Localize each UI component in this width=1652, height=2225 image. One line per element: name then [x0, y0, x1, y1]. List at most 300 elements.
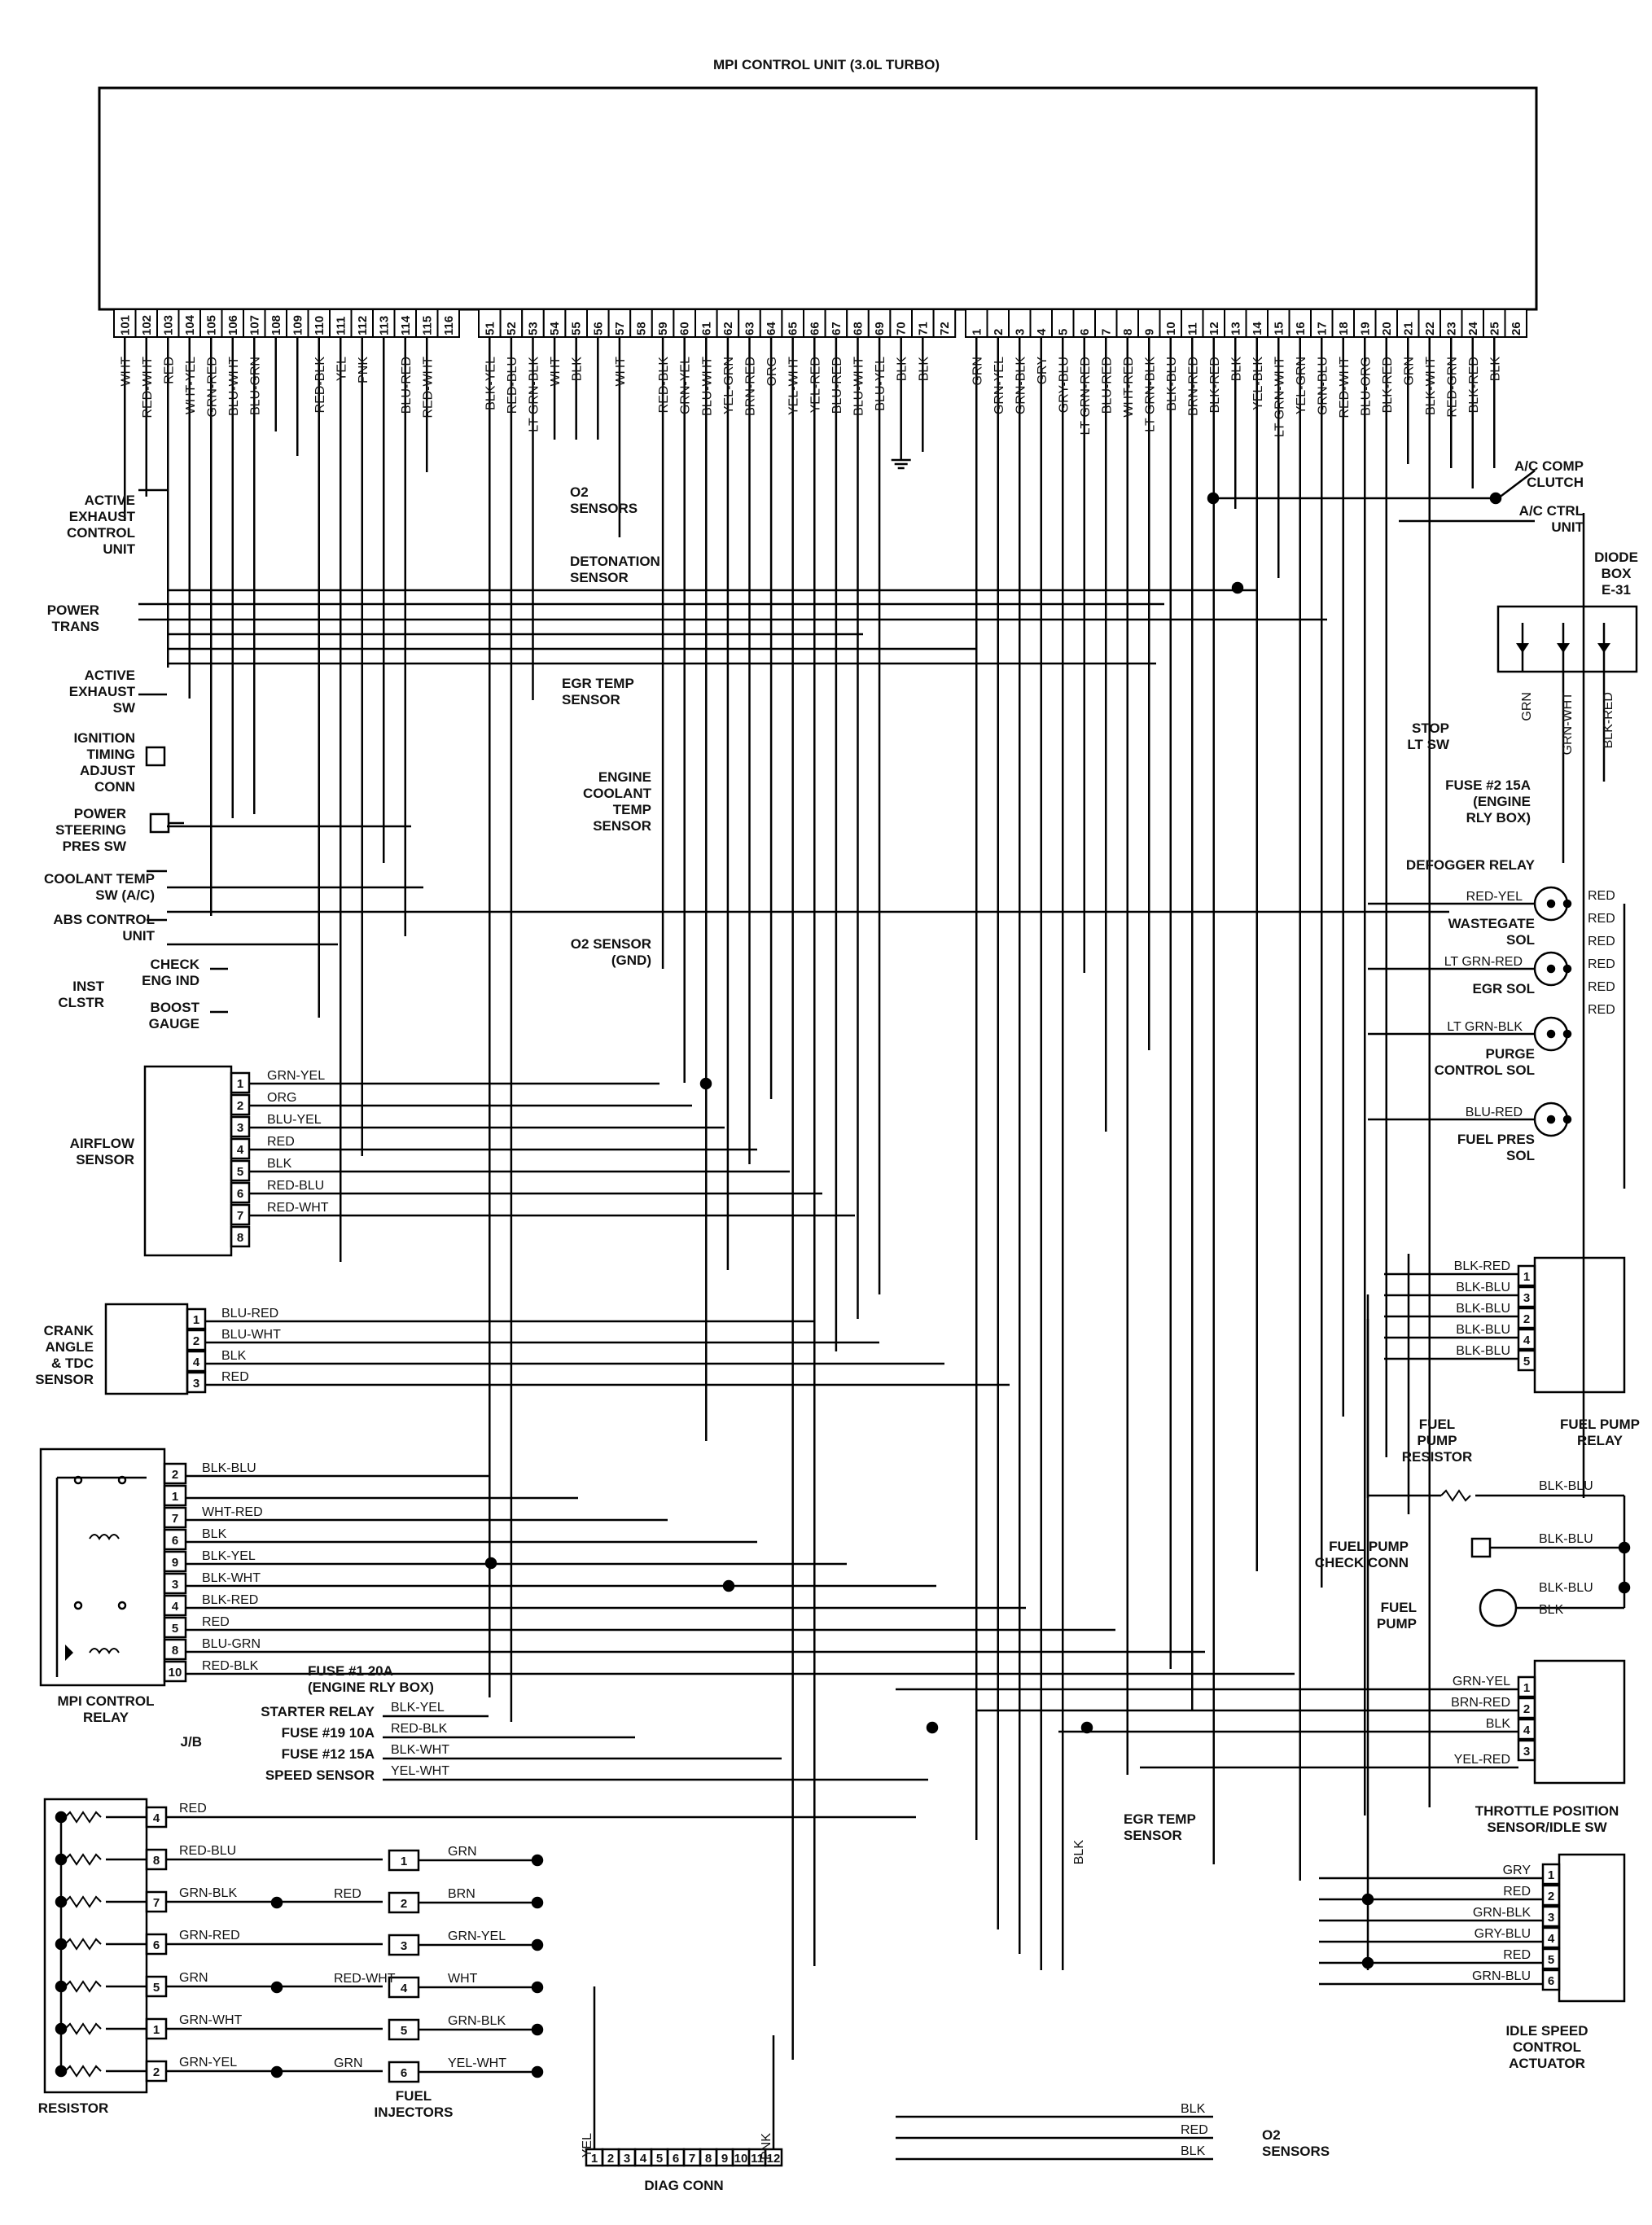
diagram-title: MPI CONTROL UNIT (3.0L TURBO) [713, 57, 940, 72]
egr-temp-sensor-top-line: SENSOR [562, 692, 620, 707]
fuse1-label-line: (ENGINE RLY BOX) [308, 1680, 434, 1695]
stop-lt-sw-line: STOP [1412, 720, 1449, 736]
ecu-pin-right-number: 24 [1466, 322, 1480, 335]
relay-pin-number: 2 [171, 1468, 179, 1482]
ecu-pin-right-number: 14 [1250, 322, 1264, 335]
diode-wire-label: BLK-RED [1602, 692, 1615, 749]
diode-box-label-line: E-31 [1602, 582, 1631, 598]
crank-pin-number: 3 [192, 1377, 200, 1391]
solenoid-terminal [1548, 900, 1554, 907]
ecu-pin-left-number: 115 [420, 315, 435, 335]
egr-temp-sensor-bottom-line: SENSOR [1124, 1828, 1182, 1843]
active-exhaust-sw-line: EXHAUST [68, 684, 135, 699]
ecu-pin-left-wire-label: RED-BLK [313, 357, 327, 414]
ecu-pin-mid-number: 64 [765, 322, 779, 335]
fpr-wire-label: BLK-BLU [1456, 1323, 1510, 1337]
diag-pin-number: 1 [590, 2152, 598, 2166]
o2-sensor-gnd-line: O2 SENSOR [570, 936, 651, 952]
ecu-pin-left-number: 106 [226, 314, 240, 335]
relay-wire-label: WHT-RED [202, 1505, 263, 1519]
resistor-wire-label: RED [179, 1802, 207, 1815]
ac-comp-clutch-line: CLUTCH [1527, 475, 1584, 490]
isc-actuator-label-line: ACTUATOR [1509, 2056, 1585, 2071]
ecu-pin-left-number: 105 [204, 314, 219, 335]
ecu-pin-right-wire-label: BLK-BLU [1164, 357, 1179, 411]
ecu-pin-left-number: 104 [182, 314, 197, 335]
injector-wire-label: WHT [448, 1972, 478, 1986]
check-eng-ind-line: ENG IND [142, 973, 199, 988]
jb-item: SPEED SENSOR [265, 1767, 375, 1783]
diag-pin-number: 10 [734, 2152, 748, 2166]
diag-pin-number: 8 [704, 2152, 712, 2166]
isc-wire-label: RED [1503, 1948, 1531, 1962]
diode-wire-label: GRN-WHT [1561, 692, 1575, 756]
ecu-pin-mid-wire-label: LT GRN-BLK [527, 357, 541, 432]
crank-pin-number: 4 [192, 1356, 200, 1369]
crank-wire-label: BLK [221, 1349, 247, 1363]
ecu-pin-mid-number: 54 [548, 322, 563, 335]
ecu-pin-mid-wire-label: BLK [570, 357, 585, 382]
coolant-temp-sw-line: COOLANT TEMP [44, 871, 155, 887]
fuel-pump-check-conn-line: FUEL PUMP [1329, 1539, 1409, 1554]
fpr-wire-label: BLK-BLU [1456, 1281, 1510, 1294]
jb-item: FUSE #12 15A [281, 1746, 375, 1762]
splice-dot [532, 2067, 542, 2077]
diode-wire-label: GRN [1520, 692, 1534, 721]
crank-angle-sensor-label-line: & TDC [51, 1356, 94, 1371]
injector-mid-label: RED-WHT [334, 1972, 396, 1986]
solenoid-terminal [1564, 1116, 1571, 1123]
ecu-pin-mid-number: 52 [504, 322, 519, 335]
ecu-pin-left-number: 114 [398, 315, 413, 335]
ecu-pin-right-wire-label: LT GRN-BLK [1143, 357, 1158, 432]
ecu-pin-left-number: 110 [312, 315, 326, 335]
active-exhaust-sw-line: ACTIVE [84, 668, 135, 683]
solenoid-terminal [1548, 966, 1554, 972]
sol-right-wire-label: RED [1588, 889, 1615, 903]
ecu-pin-right-number: 1 [970, 328, 984, 335]
abs-control-unit-line: ABS CONTROL [53, 912, 155, 927]
relay-pin-number: 7 [171, 1512, 179, 1526]
airflow-wire-label: RED-BLU [267, 1179, 325, 1193]
relay-pin-number: 3 [171, 1578, 179, 1592]
active-exhaust-sw-line: SW [112, 700, 135, 716]
resistor-wire-label: GRN-BLK [179, 1886, 238, 1900]
airflow-sensor-label-line: AIRFLOW [69, 1136, 134, 1151]
ecu-pin-left-wire-label: RED-WHT [140, 357, 155, 418]
ignition-timing-conn-line: IGNITION [73, 730, 135, 746]
relay-wire-label: RED [202, 1615, 230, 1629]
airflow-wire-label: BLK [267, 1157, 292, 1171]
ecu-pin-mid-wire-label: YEL-GRN [721, 357, 736, 415]
ecu-pin-right-number: 2 [991, 328, 1006, 335]
resistor-wire-label: GRN [179, 1971, 208, 1985]
ecu-pin-right-wire-label: YEL-BLK [1251, 357, 1265, 410]
ecu-pin-right-number: 19 [1358, 322, 1373, 335]
ecu-pin-right-wire-label: BLK [1488, 357, 1503, 382]
ecu-pin-mid-wire-label: ORG [765, 357, 780, 387]
injector-mid-label: RED [334, 1887, 362, 1901]
airflow-wire-label: BLU-YEL [267, 1113, 322, 1127]
fpr-pin-number: 3 [1523, 1291, 1531, 1305]
airflow-pin-number: 1 [236, 1077, 244, 1091]
ecu-pin-right-number: 21 [1401, 322, 1416, 335]
ecu-pin-mid-number: 55 [569, 322, 584, 335]
fuel-pump-resistor-label-line: PUMP [1417, 1433, 1457, 1448]
isc-pin-number: 5 [1547, 1953, 1555, 1967]
injector-number: 4 [400, 1982, 408, 1995]
airflow-wire-label: GRN-YEL [267, 1069, 326, 1083]
fp-wire-label: BLK-BLU [1539, 1581, 1593, 1595]
crank-pin-number: 1 [192, 1313, 200, 1327]
resistor-pin-number: 5 [152, 1981, 160, 1995]
ecu-pin-left-number: 113 [377, 315, 392, 335]
fuel-injectors-label-line: FUEL [395, 2088, 432, 2104]
fuel-pump-relay-label-line: FUEL PUMP [1560, 1417, 1640, 1432]
egr-temp-sensor-top-line: EGR TEMP [562, 676, 634, 691]
diode-box-label-line: BOX [1601, 566, 1632, 581]
injector-wire-label: GRN [448, 1845, 477, 1859]
ecu-pin-mid-number: 56 [591, 322, 606, 335]
relay-pin-number: 8 [171, 1644, 179, 1658]
relay-wire-label: BLK-WHT [202, 1571, 261, 1585]
ecu-pin-right-wire-label: GRN [971, 357, 985, 386]
relay-wire-label: BLK-RED [202, 1593, 259, 1607]
fuel-pump-resistor-label-line: RESISTOR [1401, 1449, 1473, 1465]
airflow-wire-label: RED [267, 1135, 295, 1149]
relay-wire-label: BLK-YEL [202, 1549, 256, 1563]
solenoid-label-line: FUEL PRES [1457, 1132, 1535, 1147]
injector-wire-label: BRN [448, 1887, 475, 1901]
o2-sensors-top-line: O2 [570, 484, 589, 500]
isc-wire-label: GRY [1502, 1864, 1531, 1877]
ecu-pin-right-wire-label: GRN-BLK [1014, 357, 1028, 415]
sol-right-wire-label: RED [1588, 957, 1615, 971]
crank-angle-sensor-label-line: ANGLE [45, 1339, 94, 1355]
solenoid-wire-label: BLU-RED [1465, 1106, 1523, 1119]
tps-wire-label: BLK [1485, 1717, 1510, 1731]
ecu-pin-right-wire-label: LT GRN-WHT [1273, 357, 1287, 437]
ecu-pin-right-number: 18 [1336, 322, 1351, 335]
throttle-position-label-line: THROTTLE POSITION [1475, 1803, 1619, 1819]
ecu-pin-right-wire-label: RED-WHT [1337, 357, 1352, 418]
sol-right-wire-label: RED [1588, 980, 1615, 994]
fuel-pump-label-line: FUEL [1380, 1600, 1417, 1615]
airflow-pin-number: 2 [236, 1099, 244, 1113]
solenoid-terminal [1548, 1031, 1554, 1037]
airflow-pin-number: 3 [236, 1121, 244, 1135]
boost-gauge-line: GAUGE [148, 1016, 199, 1031]
ecu-pin-right-number: 26 [1509, 322, 1523, 335]
resistor-pin-number: 7 [152, 1896, 160, 1910]
jb-label: J/B [180, 1734, 202, 1750]
splice-dot [724, 1581, 734, 1591]
ecu-pin-right-number: 11 [1185, 322, 1200, 335]
injector-number: 2 [400, 1897, 408, 1911]
ecu-pin-mid-number: 68 [851, 322, 865, 335]
mpi-relay-label-line: RELAY [82, 1710, 129, 1725]
resistor-pin-number: 8 [152, 1854, 160, 1868]
active-exhaust-control-unit-line: EXHAUST [68, 509, 135, 524]
isc-pin-number: 1 [1547, 1868, 1555, 1882]
fuse2-label-line: FUSE #2 15A [1445, 777, 1531, 793]
resistor-wire-label: GRN-YEL [179, 2056, 238, 2070]
ecu-pin-right-wire-label: BLK-WHT [1423, 357, 1438, 415]
ecu-pin-mid-wire-label: WHT [549, 357, 563, 387]
ecu-pin-left-number: 108 [269, 314, 283, 335]
splice-dot [532, 1855, 542, 1865]
jb-wire-label: BLK-YEL [391, 1701, 445, 1715]
splice-dot [272, 1982, 282, 1992]
diag-pin-number: 6 [672, 2152, 680, 2166]
ecu-pin-mid-wire-label: BLU-WHT [700, 357, 715, 416]
ecu-pin-left-number: 107 [248, 314, 262, 335]
crank-angle-sensor-label-line: CRANK [43, 1323, 94, 1338]
ecu-pin-right-wire-label: BLU-ORG [1359, 357, 1374, 416]
sol-right-wire-label: RED [1588, 1003, 1615, 1017]
fuel-pump-relay-label-line: RELAY [1576, 1433, 1624, 1448]
ecu-pin-mid-number: 72 [937, 322, 952, 335]
ecu-pin-mid-wire-label: RED-BLK [657, 357, 672, 414]
ecu-pin-mid-number: 57 [612, 322, 627, 335]
airflow-sensor-label-line: SENSOR [76, 1152, 134, 1167]
ac-comp-clutch-line: A/C COMP [1514, 458, 1584, 474]
solenoid-label-line: EGR SOL [1472, 981, 1535, 996]
stop-lt-sw-line: LT SW [1407, 737, 1449, 752]
resistor-label: RESISTOR [37, 2100, 109, 2116]
ecu-pin-right-number: 13 [1229, 322, 1243, 335]
ignition-timing-conn-line: TIMING [86, 747, 135, 762]
splice-dot [532, 2025, 542, 2034]
fuel-pump-check-conn-line: CHECK CONN [1314, 1555, 1409, 1570]
resistor-pin-number: 2 [152, 2065, 160, 2079]
splice-dot [532, 1982, 542, 1992]
power-trans-line: POWER [46, 602, 99, 618]
ecu-pin-mid-number: 71 [916, 322, 931, 335]
ecu-pin-right-number: 20 [1379, 322, 1394, 335]
diode-box-label-line: DIODE [1594, 550, 1638, 565]
ecu-pin-mid-number: 62 [721, 322, 735, 335]
ecu-pin-mid-wire-label: YEL-RED [808, 357, 823, 414]
jb-wire-label: YEL-WHT [391, 1764, 449, 1778]
engine-coolant-sensor-line: ENGINE [598, 769, 651, 785]
solenoid-label-line: PURGE [1485, 1046, 1535, 1062]
ecu-pin-mid-number: 60 [677, 322, 692, 335]
jb-wire-label: RED-BLK [391, 1722, 448, 1736]
injector-number: 6 [400, 2066, 408, 2080]
active-exhaust-control-unit-line: UNIT [103, 541, 135, 557]
power-steering-sw-line: STEERING [55, 822, 126, 838]
fuse2-label-line: (ENGINE [1473, 794, 1531, 809]
ecu-pin-right-number: 7 [1099, 328, 1114, 335]
o2-sensors-bottom-line: O2 [1262, 2127, 1281, 2143]
fuse1-label-line: FUSE #1 20A [308, 1663, 393, 1679]
detonation-sensor-line: DETONATION [570, 554, 660, 569]
isc-wire-label: GRN-BLU [1471, 1969, 1531, 1983]
ecu-pin-mid-wire-label: BLU-RED [830, 357, 844, 414]
splice-dot [486, 1558, 496, 1568]
ecu-pin-mid-wire-label: RED-BLU [505, 357, 519, 414]
o2-bottom-wire-label: RED [1181, 2123, 1208, 2137]
diag-pin-number: 12 [766, 2152, 781, 2166]
ecu-pin-mid-number: 65 [786, 322, 800, 335]
detonation-sensor-line: SENSOR [570, 570, 629, 585]
airflow-wire-label: ORG [267, 1091, 297, 1105]
fpr-wire-label: BLK-BLU [1456, 1344, 1510, 1358]
ecu-pin-mid-number: 53 [526, 322, 541, 335]
fpr-pin-number: 1 [1523, 1270, 1531, 1284]
tps-pin-number: 1 [1523, 1681, 1531, 1695]
ecu-pin-mid-wire-label: BLK-YEL [484, 357, 498, 410]
isc-wire-label: GRN-BLK [1472, 1906, 1531, 1920]
splice-dot [272, 2067, 282, 2077]
ecu-pin-left-number: 109 [291, 314, 305, 335]
engine-coolant-sensor-line: TEMP [612, 802, 651, 817]
tps-pin-number: 3 [1523, 1745, 1531, 1759]
ecu-pin-mid-wire-label: GRN-YEL [678, 357, 693, 415]
ecu-pin-right-wire-label: BLK [1229, 357, 1244, 382]
power-trans-line: TRANS [51, 619, 99, 634]
relay-pin-number: 9 [171, 1556, 179, 1570]
solenoid-terminal [1564, 900, 1571, 907]
ecu-pin-mid-wire-label: WHT [613, 357, 628, 387]
ecu-pin-left-wire-label: YEL [335, 357, 349, 382]
ecu-pin-right-wire-label: BLK-RED [1207, 357, 1222, 414]
o2-sensor-gnd-line: (GND) [611, 953, 651, 968]
inst-clstr-line: INST [72, 979, 104, 994]
injector-wire-label: GRN-YEL [448, 1929, 506, 1943]
diag-wire-label: PNK [760, 2133, 773, 2160]
throttle-position-label-line: SENSOR/IDLE SW [1487, 1820, 1607, 1835]
ecu-pin-mid-wire-label: YEL-WHT [787, 356, 801, 415]
airflow-pin-number: 5 [236, 1165, 244, 1179]
ecu-pin-mid-wire-label: BLK [895, 357, 909, 382]
ecu-pin-right-number: 4 [1034, 328, 1049, 335]
ecu-pin-left-number: 111 [334, 316, 348, 335]
solenoid-terminal [1564, 966, 1571, 972]
o2-bottom-wire-label: BLK [1181, 2144, 1206, 2158]
crank-wire-label: RED [221, 1370, 249, 1384]
ecu-pin-left-number: 102 [139, 314, 154, 335]
airflow-pin-number: 6 [236, 1187, 244, 1201]
injector-number: 5 [400, 2024, 408, 2038]
solenoid-terminal [1564, 1031, 1571, 1037]
abs-control-unit-line: UNIT [122, 928, 155, 944]
fpr-wire-label: BLK-RED [1453, 1259, 1510, 1273]
fpr-pin-number: 5 [1523, 1355, 1531, 1369]
resistor-pin-number: 6 [152, 1938, 160, 1952]
egr-temp-sensor-bottom-line: EGR TEMP [1124, 1811, 1196, 1827]
relay-pin-number: 10 [168, 1666, 182, 1680]
ecu-pin-left-wire-label: BLU-RED [399, 357, 414, 414]
splice-dot [927, 1723, 937, 1732]
ecu-pin-right-wire-label: GRY [1035, 357, 1049, 385]
ecu-pin-mid-number: 58 [634, 322, 649, 335]
ecu-pin-left-wire-label: BLU-WHT [226, 357, 241, 416]
jb-wire-label: BLK-WHT [391, 1743, 449, 1757]
ecu-pin-right-wire-label: BLK-RED [1466, 357, 1481, 414]
fp-wire-label: BLK [1539, 1603, 1564, 1617]
isc-wire-label: RED [1503, 1885, 1531, 1899]
relay-wire-label: BLK [202, 1527, 227, 1541]
ecu-pin-left-wire-label: WHT-YEL [183, 357, 198, 415]
ecu-pin-left-number: 116 [441, 315, 456, 335]
ecu-connector-pins [114, 309, 1527, 337]
ecu-pin-right-number: 3 [1013, 328, 1028, 335]
diag-pin-number: 5 [655, 2152, 664, 2166]
ecu-pin-right-number: 10 [1163, 322, 1178, 335]
airflow-pin-number: 8 [236, 1231, 244, 1245]
crank-angle-sensor-label-line: SENSOR [35, 1372, 94, 1387]
splice-dot [532, 1898, 542, 1907]
tps-wire-label: YEL-RED [1453, 1753, 1510, 1767]
injector-mid-label: GRN [334, 2056, 363, 2070]
ecu-pin-right-number: 22 [1422, 322, 1437, 335]
splice-dot [1233, 583, 1242, 593]
ecu-pin-left-wire-label: PNK [356, 357, 370, 383]
ecu-pin-right-number: 12 [1207, 322, 1221, 335]
resistor-wire-label: RED-BLU [179, 1844, 237, 1858]
power-steering-sw-line: POWER [73, 806, 126, 821]
egr-bottom-wire-label: BLK [1072, 1840, 1086, 1865]
ecu-pin-mid-wire-label: BRN-RED [743, 357, 758, 416]
ecu-pin-mid-number: 70 [894, 322, 909, 335]
engine-coolant-sensor-line: COOLANT [582, 786, 651, 801]
ecu-pin-mid-wire-label: BLK [917, 357, 931, 382]
diag-conn-label: DIAG CONN [644, 2178, 724, 2193]
inst-clstr-line: CLSTR [58, 995, 104, 1010]
resistor-wire-label: GRN-WHT [179, 2013, 243, 2027]
relay-pin-number: 1 [171, 1490, 179, 1504]
fuel-pump-resistor-label-line: FUEL [1418, 1417, 1456, 1432]
airflow-pin-number: 7 [236, 1209, 244, 1223]
solenoid-label-line: SOL [1506, 1148, 1535, 1163]
ecu-pin-left-number: 101 [118, 314, 133, 335]
diag-wire-label: YEL [581, 2133, 594, 2158]
ac-ctrl-unit-line: A/C CTRL [1518, 503, 1584, 519]
ecu-pin-right-number: 15 [1272, 322, 1286, 335]
airflow-wire-label: RED-WHT [267, 1201, 329, 1215]
ecu-pin-mid-number: 66 [808, 322, 822, 335]
ac-ctrl-unit-line: UNIT [1551, 519, 1584, 535]
o2-sensors-bottom-line: SENSORS [1262, 2144, 1330, 2159]
ecu-pin-right-wire-label: GRN [1402, 357, 1417, 386]
ecu-pin-mid-number: 69 [873, 322, 887, 335]
solenoid-label-line: CONTROL SOL [1434, 1062, 1535, 1078]
ecu-pin-mid-wire-label: BLU-YEL [874, 357, 888, 411]
o2-bottom-wire-label: BLK [1181, 2102, 1206, 2116]
ecu-pin-right-wire-label: GRY-BLU [1057, 357, 1071, 414]
ecu-pin-left-wire-label: WHT [119, 357, 134, 387]
engine-coolant-sensor-line: SENSOR [593, 818, 651, 834]
diag-pin-number: 4 [639, 2152, 647, 2166]
resistor-wire-label: GRN-RED [179, 1929, 240, 1942]
tps-wire-label: GRN-YEL [1452, 1675, 1510, 1688]
ecu-pin-mid-number: 61 [699, 322, 714, 335]
diag-pin-number: 9 [721, 2152, 729, 2166]
fp-wire-label: BLK-BLU [1539, 1532, 1593, 1546]
isc-pin-number: 2 [1547, 1890, 1555, 1903]
diag-pin-number: 2 [607, 2152, 615, 2166]
diag-pin-number: 3 [623, 2152, 631, 2166]
ecu-pin-left-wire-label: RED-WHT [421, 357, 436, 418]
resistor-pin-number: 4 [152, 1811, 160, 1825]
solenoid-label-line: WASTEGATE [1448, 916, 1535, 931]
jb-item: STARTER RELAY [261, 1704, 375, 1719]
ignition-timing-conn-line: CONN [94, 779, 135, 795]
fp-wire-label: BLK-BLU [1539, 1479, 1593, 1493]
crank-wire-label: BLU-RED [221, 1307, 279, 1321]
